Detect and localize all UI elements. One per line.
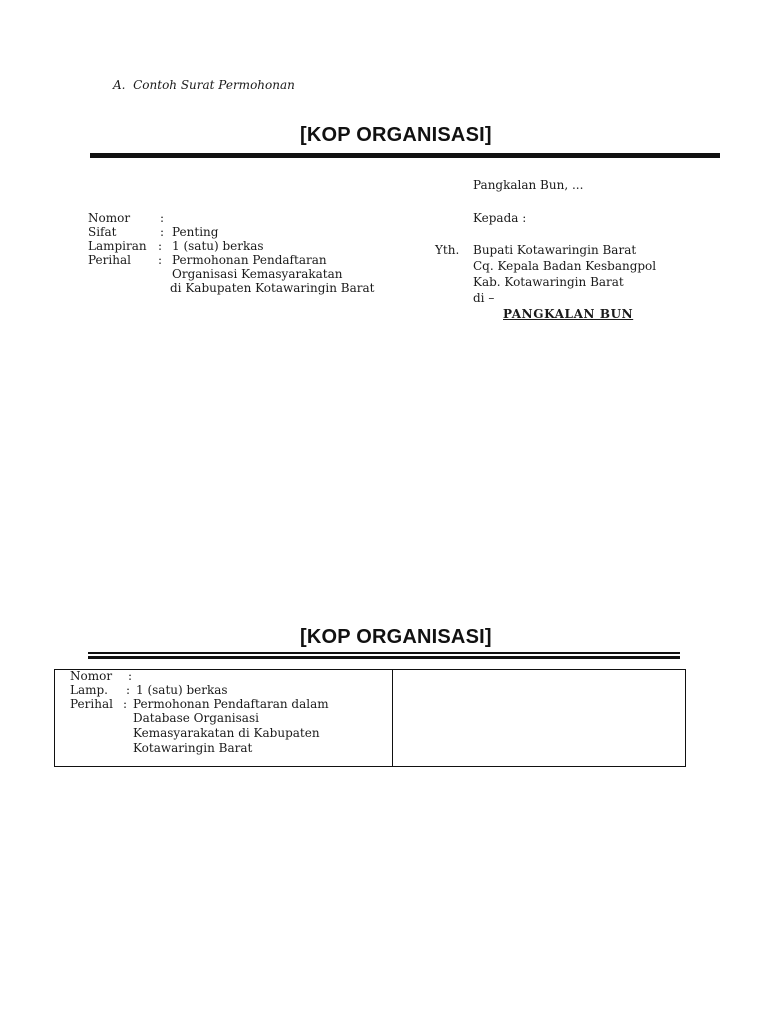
field-value-sifat: Penting bbox=[172, 225, 219, 239]
field-label-perihal: Perihal bbox=[88, 253, 131, 267]
row-value-perihal-line4: Kotawaringin Barat bbox=[133, 741, 253, 755]
row-value-lamp: 1 (satu) berkas bbox=[136, 683, 228, 697]
field-sep-sifat: : bbox=[160, 225, 165, 239]
recipient-city: PANGKALAN BUN bbox=[503, 307, 634, 321]
letterhead-title-2: [KOP ORGANISASI] bbox=[300, 626, 492, 648]
row-value-perihal: Permohonan Pendaftaran dalam bbox=[133, 697, 329, 711]
field-value-lampiran: 1 (satu) berkas bbox=[172, 239, 264, 253]
letterhead-rule-thin bbox=[88, 652, 680, 654]
recipient-line-3: Kab. Kotawaringin Barat bbox=[473, 275, 624, 289]
section-caption: A. Contoh Surat Permohonan bbox=[113, 78, 295, 92]
row-sep-lamp: : bbox=[126, 683, 131, 697]
row-label-perihal: Perihal bbox=[70, 697, 113, 711]
letterhead-rule bbox=[90, 153, 720, 158]
recipient-line-1: Bupati Kotawaringin Barat bbox=[473, 243, 637, 257]
field-label-sifat: Sifat bbox=[88, 225, 117, 239]
field-sep-lampiran: : bbox=[158, 239, 163, 253]
place-date: Pangkalan Bun, ... bbox=[473, 178, 584, 192]
field-value-perihal-line2: Organisasi Kemasyarakatan bbox=[172, 267, 343, 281]
kepada-label: Kepada : bbox=[473, 211, 527, 225]
header-table-divider bbox=[392, 669, 393, 767]
field-sep-nomor: : bbox=[160, 211, 165, 225]
row-label-lamp: Lamp. bbox=[70, 683, 108, 697]
row-sep-nomor: : bbox=[128, 669, 133, 683]
field-label-lampiran: Lampiran bbox=[88, 239, 147, 253]
field-value-perihal: Permohonan Pendaftaran bbox=[172, 253, 327, 267]
row-sep-perihal: : bbox=[123, 697, 128, 711]
field-label-nomor: Nomor bbox=[88, 211, 131, 225]
letterhead-rule-thick bbox=[88, 656, 680, 659]
letterhead-title: [KOP ORGANISASI] bbox=[300, 124, 492, 146]
row-value-perihal-line3: Kemasyarakatan di Kabupaten bbox=[133, 726, 320, 740]
field-sep-perihal: : bbox=[158, 253, 163, 267]
row-label-nomor: Nomor bbox=[70, 669, 113, 683]
row-value-perihal-line2: Database Organisasi bbox=[133, 711, 259, 725]
recipient-line-4: di – bbox=[473, 291, 495, 305]
field-value-perihal-line3: di Kabupaten Kotawaringin Barat bbox=[170, 281, 375, 295]
yth-label: Yth. bbox=[435, 243, 460, 257]
recipient-line-2: Cq. Kepala Badan Kesbangpol bbox=[473, 259, 657, 273]
